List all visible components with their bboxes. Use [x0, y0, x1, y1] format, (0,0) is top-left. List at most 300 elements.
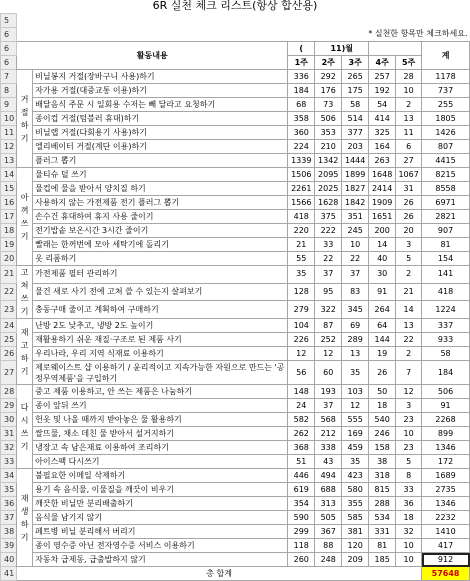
week-value-cell[interactable]: 1566 [288, 196, 315, 210]
week-value-cell[interactable]: 260 [288, 553, 315, 567]
week-value-cell[interactable]: 325 [369, 126, 396, 140]
week-value-cell[interactable]: 226 [288, 333, 315, 347]
row-number[interactable]: 38 [1, 525, 17, 539]
week-value-cell[interactable]: 68 [288, 98, 315, 112]
week-value-cell[interactable]: 104 [288, 319, 315, 333]
week-value-cell[interactable]: 1842 [342, 196, 369, 210]
row-number[interactable]: 20 [1, 252, 17, 266]
row-number[interactable]: 30 [1, 413, 17, 427]
week-value-cell[interactable]: 35 [342, 455, 369, 469]
week-value-cell[interactable]: 212 [315, 427, 342, 441]
week-value-cell[interactable]: 13 [342, 347, 369, 361]
week-value-cell[interactable]: 12 [342, 399, 369, 413]
activity-item[interactable]: 헌옷 및 나올 때까지 받아놓은 물 활용하기 [33, 413, 288, 427]
row-number[interactable]: 32 [1, 441, 17, 455]
activity-item[interactable]: 배달음식 주문 시 일회용 수저는 빼 달라고 요청하기 [33, 98, 288, 112]
week-value-cell[interactable]: 43 [315, 455, 342, 469]
week-value-cell[interactable]: 12 [315, 347, 342, 361]
week-value-cell[interactable]: 23 [396, 441, 422, 455]
week-value-cell[interactable]: 103 [342, 385, 369, 399]
row-total-cell[interactable]: 172 [422, 455, 470, 469]
week-value-cell[interactable]: 619 [288, 483, 315, 497]
row-total-cell[interactable]: 899 [422, 427, 470, 441]
table-row [1, 319, 470, 333]
row-total-cell[interactable]: 154 [422, 252, 470, 266]
week-value-cell[interactable]: 1339 [288, 154, 315, 168]
week-value-cell[interactable]: 377 [342, 126, 369, 140]
week-value-cell[interactable]: 73 [315, 98, 342, 112]
row-total-cell[interactable]: 91 [422, 399, 470, 413]
week-value-cell[interactable]: 210 [315, 140, 342, 154]
row-number[interactable]: 13 [1, 154, 17, 168]
week-value-cell[interactable]: 459 [342, 441, 369, 455]
grand-total-value[interactable]: 57648 [422, 567, 470, 581]
row-number[interactable]: 36 [1, 497, 17, 511]
row-total-cell[interactable]: 184 [422, 361, 470, 385]
week-value-cell[interactable]: 506 [315, 112, 342, 126]
row-total-cell[interactable]: 506 [422, 385, 470, 399]
activity-item[interactable]: 전기밥솥 보온시간 3시간 줄이기 [33, 224, 288, 238]
activity-item[interactable]: 비닐랩 거절(다회용기 사용)하기 [33, 126, 288, 140]
week-value-cell[interactable]: 375 [315, 210, 342, 224]
activity-item[interactable]: 쌀뜨물, 채소 데친 물 받아서 설거지하기 [33, 427, 288, 441]
week-value-cell[interactable]: 55 [288, 252, 315, 266]
week-value-cell[interactable]: 21 [288, 238, 315, 252]
activity-item[interactable]: 자가용 거절(대중교통 이용)하기 [33, 84, 288, 98]
row-number[interactable]: 34 [1, 469, 17, 483]
row-total-cell[interactable]: 81 [422, 238, 470, 252]
week-value-cell[interactable]: 288 [369, 497, 396, 511]
week-value-cell[interactable]: 12 [396, 385, 422, 399]
week-value-cell[interactable]: 368 [288, 441, 315, 455]
week-value-cell[interactable]: 185 [369, 553, 396, 567]
week-value-cell[interactable]: 418 [288, 210, 315, 224]
week-value-cell[interactable]: 1648 [369, 168, 396, 182]
activity-item[interactable]: 용기 속 음식물, 이물질을 깨끗이 비우기 [33, 483, 288, 497]
week-value-cell[interactable]: 1342 [315, 154, 342, 168]
week-value-cell[interactable]: 95 [315, 283, 342, 301]
week-value-cell[interactable]: 354 [288, 497, 315, 511]
table-row [1, 238, 470, 252]
week-value-cell[interactable]: 37 [342, 266, 369, 284]
activity-item[interactable]: 페트병 비닐 분리해서 버리기 [33, 525, 288, 539]
row-total-cell[interactable]: 2232 [422, 511, 470, 525]
group-label[interactable] [17, 266, 33, 319]
week-value-cell[interactable]: 318 [369, 469, 396, 483]
activity-item[interactable]: 깨끗한 비닐만 분리배출하기 [33, 497, 288, 511]
week-value-cell[interactable]: 13 [396, 319, 422, 333]
week-value-cell[interactable]: 222 [315, 224, 342, 238]
week-value-cell[interactable]: 69 [342, 319, 369, 333]
total-header[interactable]: 계 [422, 42, 470, 70]
week-value-cell[interactable]: 35 [342, 361, 369, 385]
week-value-cell[interactable]: 505 [315, 511, 342, 525]
row-number[interactable]: 12 [1, 140, 17, 154]
week-value-cell[interactable]: 10 [396, 427, 422, 441]
week-value-cell[interactable]: 5 [396, 252, 422, 266]
week-value-cell[interactable]: 203 [342, 140, 369, 154]
week-value-cell[interactable]: 423 [342, 469, 369, 483]
row-total-cell[interactable]: 1805 [422, 112, 470, 126]
week-value-cell[interactable]: 1506 [288, 168, 315, 182]
activity-item[interactable]: 중고 제품 이용하고, 안 쓰는 제품은 나눔하기 [33, 385, 288, 399]
activity-item[interactable]: 물건 새로 사기 전에 고쳐 쓸 수 있는지 살펴보기 [33, 283, 288, 301]
week-value-cell[interactable]: 27 [396, 154, 422, 168]
row-number[interactable]: 5 [1, 14, 17, 28]
row-total-cell[interactable]: 6971 [422, 196, 470, 210]
week-value-cell[interactable]: 345 [342, 301, 369, 319]
week-value-cell[interactable]: 688 [315, 483, 342, 497]
week-value-cell[interactable]: 2414 [369, 182, 396, 196]
activity-item[interactable]: 플러그 뽑기 [33, 154, 288, 168]
row-number[interactable]: 27 [1, 361, 17, 385]
row-total-cell[interactable]: 141 [422, 266, 470, 284]
row-number[interactable]: 21 [1, 266, 17, 284]
week-value-cell[interactable]: 355 [342, 497, 369, 511]
week-value-cell[interactable]: 353 [315, 126, 342, 140]
grand-total-label[interactable]: 총 합계 [17, 567, 422, 581]
week-value-cell[interactable]: 91 [369, 283, 396, 301]
week-value-cell[interactable]: 33 [396, 483, 422, 497]
row-number[interactable]: 16 [1, 196, 17, 210]
week-value-cell[interactable]: 19 [369, 347, 396, 361]
month-open[interactable]: ( [288, 42, 315, 56]
row-total-cell[interactable]: 417 [422, 539, 470, 553]
week-value-cell[interactable]: 358 [288, 112, 315, 126]
row-total-cell[interactable]: 1224 [422, 301, 470, 319]
activity-item[interactable]: 제로웨이스트 샵 이용하기 / 윤리적이고 지속가능한 자원으로 만드는 '공정무역제품'을 구입하기 [33, 361, 288, 385]
row-number[interactable]: 23 [1, 301, 17, 319]
week-value-cell[interactable]: 28 [396, 70, 422, 84]
week-value-cell[interactable]: 381 [342, 525, 369, 539]
week-value-cell[interactable]: 209 [342, 553, 369, 567]
activity-item[interactable]: 비닐봉지 거절(장바구니 사용)하기 [33, 70, 288, 84]
activity-item[interactable]: 사용하지 않는 가전제품 전기 플러그 뽑기 [33, 196, 288, 210]
row-number[interactable]: 35 [1, 483, 17, 497]
week-value-cell[interactable]: 367 [315, 525, 342, 539]
week-value-cell[interactable]: 555 [342, 413, 369, 427]
week-value-cell[interactable]: 10 [396, 84, 422, 98]
week-value-cell[interactable]: 169 [342, 427, 369, 441]
row-total-cell[interactable]: 337 [422, 319, 470, 333]
row-number[interactable]: 14 [1, 168, 17, 182]
row-total-cell[interactable]: 418 [422, 283, 470, 301]
week-value-cell[interactable]: 331 [369, 525, 396, 539]
week-value-cell[interactable]: 88 [315, 539, 342, 553]
row-total-cell[interactable]: 912 [422, 553, 470, 567]
week-value-cell[interactable]: 580 [342, 483, 369, 497]
week-value-cell[interactable]: 446 [288, 469, 315, 483]
row-number[interactable]: 33 [1, 455, 17, 469]
week-value-cell[interactable]: 148 [288, 385, 315, 399]
row-total-cell[interactable]: 8558 [422, 182, 470, 196]
week-value-cell[interactable]: 360 [288, 126, 315, 140]
week-value-cell[interactable]: 175 [342, 84, 369, 98]
week-value-cell[interactable]: 193 [315, 385, 342, 399]
row-number[interactable]: 6 [1, 56, 17, 70]
week-value-cell[interactable]: 246 [369, 427, 396, 441]
month-blank[interactable] [369, 42, 422, 56]
week-value-cell[interactable]: 1444 [342, 154, 369, 168]
row-total-cell[interactable]: 1346 [422, 497, 470, 511]
activity-item[interactable]: 빨래는 한꺼번에 모아 세탁기에 돌리기 [33, 238, 288, 252]
week-value-cell[interactable]: 1899 [342, 168, 369, 182]
week-value-cell[interactable]: 540 [369, 413, 396, 427]
week-value-cell[interactable]: 56 [288, 361, 315, 385]
activity-header[interactable]: 활동내용 [17, 42, 288, 70]
row-total-cell[interactable]: 2821 [422, 210, 470, 224]
week-value-cell[interactable]: 22 [342, 252, 369, 266]
week-value-cell[interactable]: 582 [288, 413, 315, 427]
week-value-cell[interactable]: 322 [315, 301, 342, 319]
week-value-cell[interactable]: 83 [342, 283, 369, 301]
week-value-cell[interactable]: 3 [396, 399, 422, 413]
week-value-cell[interactable]: 50 [369, 385, 396, 399]
week-value-cell[interactable]: 60 [315, 361, 342, 385]
week-value-cell[interactable]: 87 [315, 319, 342, 333]
activity-item[interactable]: 재활용하기 쉬운 재질·구조로 된 제품 사기 [33, 333, 288, 347]
row-number[interactable]: 6 [1, 42, 17, 56]
week-value-cell[interactable]: 37 [315, 399, 342, 413]
week-value-cell[interactable]: 26 [369, 361, 396, 385]
row-number[interactable]: 22 [1, 283, 17, 301]
week-value-cell[interactable]: 54 [369, 98, 396, 112]
activity-item[interactable]: 가전제품 필터 관리하기 [33, 266, 288, 284]
week-value-cell[interactable]: 3 [396, 238, 422, 252]
week-value-cell[interactable]: 26 [396, 210, 422, 224]
week-value-cell[interactable]: 35 [288, 266, 315, 284]
row-number[interactable]: 6 [1, 28, 17, 42]
row-total-cell[interactable]: 737 [422, 84, 470, 98]
week-value-cell[interactable]: 1909 [369, 196, 396, 210]
week-value-cell[interactable]: 23 [396, 413, 422, 427]
week-value-cell[interactable]: 58 [342, 98, 369, 112]
row-total-cell[interactable]: 8215 [422, 168, 470, 182]
activity-item[interactable]: 자동차 급제동, 급출발하지 않기 [33, 553, 288, 567]
week-value-cell[interactable]: 18 [396, 511, 422, 525]
week-value-cell[interactable]: 21 [396, 283, 422, 301]
week-value-cell[interactable]: 32 [396, 525, 422, 539]
week-value-cell[interactable]: 51 [288, 455, 315, 469]
activity-item[interactable]: 우리나라, 우리 지역 식재료 이용하기 [33, 347, 288, 361]
activity-item[interactable]: 종이컵 거절(텀블러 휴대)하기 [33, 112, 288, 126]
week-value-cell[interactable]: 2 [396, 98, 422, 112]
week-value-cell[interactable]: 245 [342, 224, 369, 238]
week-value-cell[interactable]: 534 [369, 511, 396, 525]
week-value-cell[interactable]: 10 [396, 553, 422, 567]
row-total-cell[interactable]: 58 [422, 347, 470, 361]
activity-item[interactable]: 물컵에 물을 받아서 양치질 하기 [33, 182, 288, 196]
group-label[interactable] [17, 319, 33, 385]
week-value-cell[interactable]: 568 [315, 413, 342, 427]
table-row [1, 525, 470, 539]
row-total-cell[interactable]: 907 [422, 224, 470, 238]
row-number[interactable]: 7 [1, 70, 17, 84]
row-total-cell[interactable]: 1346 [422, 441, 470, 455]
week-value-cell[interactable]: 12 [288, 347, 315, 361]
week-header[interactable]: 1주 [288, 56, 315, 70]
week-value-cell[interactable]: 24 [288, 399, 315, 413]
week-value-cell[interactable]: 81 [369, 539, 396, 553]
week-value-cell[interactable]: 265 [342, 70, 369, 84]
week-value-cell[interactable]: 144 [369, 333, 396, 347]
week-value-cell[interactable]: 264 [369, 301, 396, 319]
week-value-cell[interactable]: 2 [396, 266, 422, 284]
week-value-cell[interactable]: 257 [369, 70, 396, 84]
week-value-cell[interactable]: 2 [396, 347, 422, 361]
check-note: * 실천한 항목만 체크하세요. [368, 29, 468, 39]
week-header[interactable]: 2주 [315, 56, 342, 70]
row-number[interactable]: 17 [1, 210, 17, 224]
activity-item[interactable]: 난방 2도 낮추고, 냉방 2도 높이기 [33, 319, 288, 333]
week-value-cell[interactable]: 514 [342, 112, 369, 126]
week-value-cell[interactable]: 10 [342, 238, 369, 252]
week-value-cell[interactable]: 200 [369, 224, 396, 238]
week-value-cell[interactable]: 2025 [315, 182, 342, 196]
week-value-cell[interactable]: 10 [396, 539, 422, 553]
activity-item[interactable]: 불필요한 이메일 삭제하기 [33, 469, 288, 483]
week-value-cell[interactable]: 313 [315, 497, 342, 511]
week-value-cell[interactable]: 262 [288, 427, 315, 441]
row-total-cell[interactable]: 2268 [422, 413, 470, 427]
week-value-cell[interactable]: 11 [396, 126, 422, 140]
week-value-cell[interactable]: 118 [288, 539, 315, 553]
week-value-cell[interactable]: 38 [369, 455, 396, 469]
row-total-cell[interactable]: 1689 [422, 469, 470, 483]
row-number[interactable]: 41 [1, 567, 17, 581]
activity-item[interactable]: 음식물 남기지 않기 [33, 511, 288, 525]
activity-item[interactable]: 물티슈 덜 쓰기 [33, 168, 288, 182]
week-value-cell[interactable]: 26 [396, 196, 422, 210]
row-total-cell[interactable]: 1426 [422, 126, 470, 140]
row-total-cell[interactable]: 807 [422, 140, 470, 154]
week-value-cell[interactable]: 292 [315, 70, 342, 84]
row-number[interactable]: 8 [1, 84, 17, 98]
activity-item[interactable]: 엘리베이터 거절(계단 이용)하기 [33, 140, 288, 154]
week-value-cell[interactable]: 224 [288, 140, 315, 154]
week-value-cell[interactable]: 158 [369, 441, 396, 455]
group-label-char: 재 [20, 327, 29, 337]
week-value-cell[interactable]: 22 [315, 252, 342, 266]
week-value-cell[interactable]: 1628 [315, 196, 342, 210]
row-number[interactable]: 19 [1, 238, 17, 252]
week-value-cell[interactable]: 1651 [369, 210, 396, 224]
week-value-cell[interactable]: 37 [315, 266, 342, 284]
week-value-cell[interactable]: 220 [288, 224, 315, 238]
week-value-cell[interactable]: 1067 [396, 168, 422, 182]
row-total-cell[interactable]: 2735 [422, 483, 470, 497]
group-label[interactable] [17, 70, 33, 168]
month-value[interactable]: 11)월 [315, 42, 369, 56]
week-header[interactable]: 4주 [369, 56, 396, 70]
week-value-cell[interactable]: 5 [396, 455, 422, 469]
week-value-cell[interactable]: 36 [396, 497, 422, 511]
week-value-cell[interactable]: 18 [369, 399, 396, 413]
week-value-cell[interactable]: 494 [315, 469, 342, 483]
row-total-cell[interactable]: 933 [422, 333, 470, 347]
row-total-cell[interactable]: 1178 [422, 70, 470, 84]
row-number[interactable]: 25 [1, 333, 17, 347]
week-value-cell[interactable]: 128 [288, 283, 315, 301]
row-total-cell[interactable]: 4415 [422, 154, 470, 168]
week-value-cell[interactable]: 31 [396, 182, 422, 196]
week-value-cell[interactable]: 184 [288, 84, 315, 98]
week-value-cell[interactable]: 8 [396, 469, 422, 483]
week-value-cell[interactable]: 351 [342, 210, 369, 224]
row-number[interactable]: 26 [1, 347, 17, 361]
activity-item[interactable]: 냉장고 속 남은재료 이용하여 조리하기 [33, 441, 288, 455]
week-value-cell[interactable]: 2261 [288, 182, 315, 196]
activity-item[interactable]: 옷 리폼하기 [33, 252, 288, 266]
week-value-cell[interactable]: 338 [315, 441, 342, 455]
week-value-cell[interactable]: 585 [342, 511, 369, 525]
row-number[interactable]: 29 [1, 399, 17, 413]
activity-item[interactable]: 손수건 휴대하여 휴지 사용 줄이기 [33, 210, 288, 224]
week-value-cell[interactable]: 40 [369, 252, 396, 266]
week-value-cell[interactable]: 14 [369, 238, 396, 252]
week-value-cell[interactable]: 414 [369, 112, 396, 126]
row-number[interactable]: 37 [1, 511, 17, 525]
row-number[interactable]: 18 [1, 224, 17, 238]
week-value-cell[interactable]: 64 [369, 319, 396, 333]
week-value-cell[interactable]: 176 [315, 84, 342, 98]
row-number[interactable]: 31 [1, 427, 17, 441]
week-value-cell[interactable]: 252 [315, 333, 342, 347]
week-value-cell[interactable]: 299 [288, 525, 315, 539]
row-number[interactable]: 40 [1, 553, 17, 567]
week-value-cell[interactable]: 13 [396, 112, 422, 126]
week-value-cell[interactable]: 20 [396, 224, 422, 238]
activity-item[interactable]: 종이 앞뒤 쓰기 [33, 399, 288, 413]
week-value-cell[interactable]: 590 [288, 511, 315, 525]
row-number[interactable]: 28 [1, 385, 17, 399]
week-value-cell[interactable]: 33 [315, 238, 342, 252]
group-label[interactable] [17, 469, 33, 567]
group-label[interactable] [17, 168, 33, 266]
week-value-cell[interactable]: 1827 [342, 182, 369, 196]
row-number[interactable]: 9 [1, 98, 17, 112]
row-total-cell[interactable]: 255 [422, 98, 470, 112]
row-number[interactable]: 15 [1, 182, 17, 196]
group-label[interactable] [17, 385, 33, 469]
activity-item[interactable]: 아이스팩 다시쓰기 [33, 455, 288, 469]
activity-item[interactable]: 충동구매 줄이고 계획하여 구매하기 [33, 301, 288, 319]
week-value-cell[interactable]: 164 [369, 140, 396, 154]
week-value-cell[interactable]: 248 [315, 553, 342, 567]
row-number[interactable]: 11 [1, 126, 17, 140]
week-value-cell[interactable]: 192 [369, 84, 396, 98]
row-number[interactable]: 39 [1, 539, 17, 553]
row-number[interactable]: 10 [1, 112, 17, 126]
week-value-cell[interactable]: 14 [396, 301, 422, 319]
row-total-cell[interactable]: 1410 [422, 525, 470, 539]
activity-item[interactable]: 종이 영수증 아닌 전자영수증 서비스 이용하기 [33, 539, 288, 553]
week-value-cell[interactable]: 279 [288, 301, 315, 319]
week-value-cell[interactable]: 7 [396, 361, 422, 385]
week-value-cell[interactable]: 815 [369, 483, 396, 497]
week-value-cell[interactable]: 120 [342, 539, 369, 553]
week-header[interactable]: 5주 [396, 56, 422, 70]
week-header[interactable]: 3주 [342, 56, 369, 70]
week-value-cell[interactable]: 336 [288, 70, 315, 84]
week-value-cell[interactable]: 2095 [315, 168, 342, 182]
row-number[interactable]: 24 [1, 319, 17, 333]
week-value-cell[interactable]: 30 [369, 266, 396, 284]
week-value-cell[interactable]: 22 [396, 333, 422, 347]
week-value-cell[interactable]: 263 [369, 154, 396, 168]
week-value-cell[interactable]: 289 [342, 333, 369, 347]
week-value-cell[interactable]: 6 [396, 140, 422, 154]
